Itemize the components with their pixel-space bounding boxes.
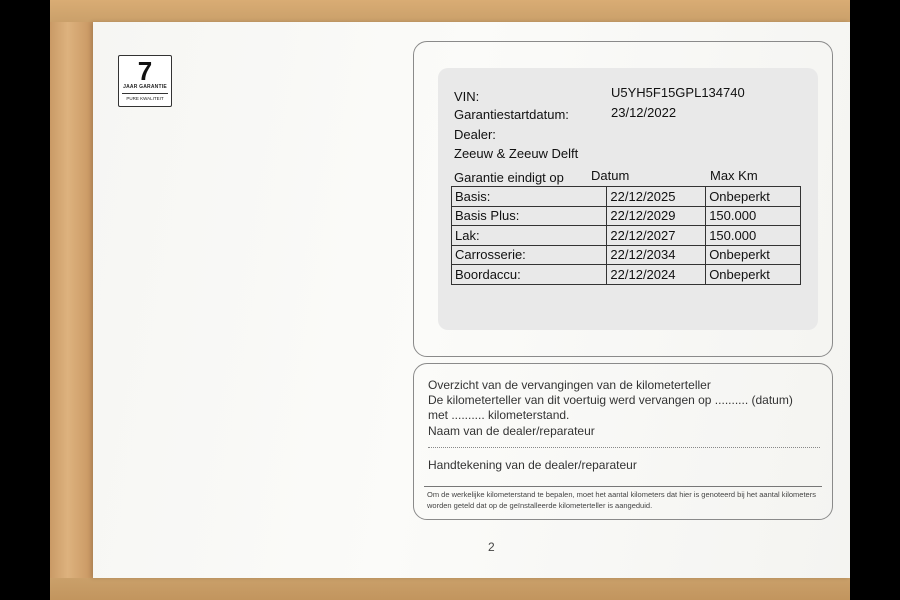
coverage-end-date: 22/12/2034 [607,245,706,265]
vin-label: VIN: [454,89,480,104]
dealer-name-label: Naam van de dealer/reparateur [428,424,595,438]
photo-border-right [850,0,900,600]
dealer-name-dotted-line [428,447,820,448]
table-surface-top [50,0,850,22]
coverage-name: Basis Plus: [452,206,607,226]
photo-border-left [0,0,50,600]
warranty-column-label: Garantie eindigt op [454,170,564,185]
table-row [452,265,801,285]
logo-number: 7 [137,56,153,86]
odometer-line-km: met .......... kilometerstand. [428,408,570,422]
coverage-max-km: 150.000 [706,226,801,246]
odometer-title: Overzicht van de vervangingen van de kilometerteller [428,378,711,392]
table-row [452,245,801,265]
coverage-max-km: Onbeperkt [706,245,801,265]
start-date-value: 23/12/2022 [611,105,677,120]
warranty-logo [118,55,172,107]
dealer-name: Zeeuw & Zeeuw Delft [454,146,579,161]
table-row [452,187,801,207]
coverage-name: Boordaccu: [452,265,607,285]
odometer-line-date: De kilometerteller van dit voertuig werd vervangen op .......... (datum) [428,393,793,407]
signature-label: Handtekening van de dealer/reparateur [428,458,637,472]
km-column-header: Max Km [710,168,758,183]
coverage-end-date: 22/12/2029 [607,206,706,226]
coverage-name: Lak: [452,226,607,246]
table-row [452,226,801,246]
vin-value: U5YH5F15GPL134740 [611,85,745,100]
coverage-end-date: 22/12/2025 [607,187,706,207]
coverage-max-km: Onbeperkt [706,187,801,207]
table-surface-bottom [50,578,850,600]
logo-title: JAAR GARANTIE [123,84,167,90]
coverage-name: Basis: [452,187,607,207]
start-date-label: Garantiestartdatum: [454,107,569,122]
warranty-table [451,186,801,285]
dealer-label: Dealer: [454,127,496,142]
table-row [452,206,801,226]
page-number: 2 [488,540,495,554]
footnote-separator [424,486,822,487]
coverage-max-km: Onbeperkt [706,265,801,285]
coverage-end-date: 22/12/2027 [607,226,706,246]
coverage-end-date: 22/12/2024 [607,265,706,285]
odometer-footnote: Om de werkelijke kilometerstand te bepalen, moet het aantal kilometers dat hier is genoteerd bij het aantal kilometers worden geteld dat op de geïnstalleerde kilometerteller is aangeduid. [427,490,816,510]
table-surface-left [50,0,94,600]
coverage-max-km: 150.000 [706,206,801,226]
coverage-name: Carrosserie: [452,245,607,265]
logo-tagline: PURE KWALITEIT [122,93,168,101]
date-column-header: Datum [591,168,630,183]
